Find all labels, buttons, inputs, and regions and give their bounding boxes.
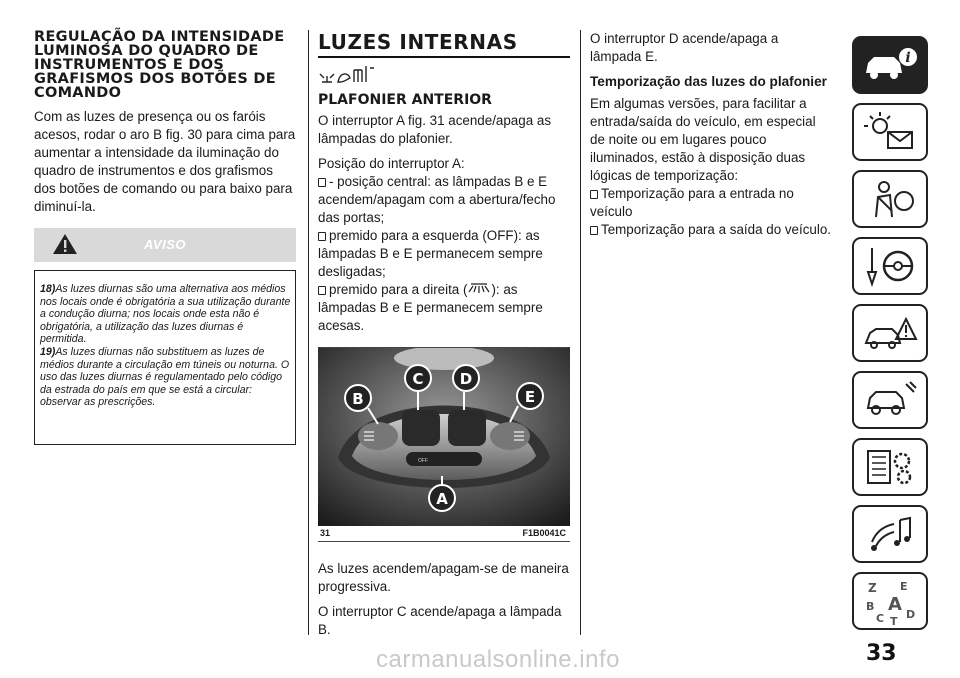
svg-text:T: T (890, 615, 898, 626)
sidebar-item-car-info[interactable] (852, 36, 928, 94)
figure-label-d: D (459, 370, 473, 388)
bullet-left: premido para a esquerda (OFF): as lâmpadas B e E permanecem sempre desligadas; (318, 228, 543, 279)
bullet-exit-timing: Temporização para a saída do veículo. (590, 221, 832, 239)
figure-label-e: E (524, 388, 536, 406)
sidebar-item-maintenance[interactable] (852, 371, 928, 429)
watermark: carmanualsonline.info (376, 646, 620, 673)
warning-title: AVISO (144, 237, 186, 252)
sidebar-item-index[interactable] (852, 572, 928, 630)
figure-code: F1B0041C (522, 528, 566, 538)
warning-note-19: 19)As luzes diurnas não substituem as luzes de médios durante a circulação em túneis ou noturna. O uso das luzes diurnas é regulamentado pelo código da estrada do país em que se está a circular: observar as prescrições. (40, 345, 290, 409)
sidebar-item-warning-lights[interactable] (852, 103, 928, 161)
car-service-icon (862, 378, 918, 422)
progressive-text: As luzes acendem/apagam-se de maneira progressiva. (318, 561, 569, 594)
switch-d-text: O interruptor D acende/apaga a lâmpada E. (590, 31, 779, 64)
timing-paragraph: Em algumas versões, para facilitar a entrada/saída do veículo, em especial de noite ou em lugares pouco iluminados, estão à disposição duas lógicas de temporização: (590, 96, 816, 183)
warning-box (34, 270, 296, 445)
figure-label-c: C (412, 370, 424, 388)
sidebar-item-multimedia[interactable] (852, 505, 928, 563)
bullet-entry-timing: Temporização para a entrada no veículo (590, 186, 794, 219)
bullet-icon (318, 178, 326, 187)
svg-text:A: A (888, 594, 902, 615)
sidebar-item-driving[interactable] (852, 237, 928, 295)
figure-number: 31 (320, 528, 331, 538)
road-warning-icon (862, 311, 918, 355)
plafonier-intro: O interruptor A fig. 31 acende/apaga as lâmpadas do plafonier. (318, 113, 552, 146)
left-column (34, 30, 296, 445)
svg-text:i: i (905, 50, 911, 66)
multimedia-icon (862, 512, 918, 556)
svg-text:C: C (876, 612, 885, 625)
bullet-icon (318, 286, 326, 295)
plafonier-photo (318, 348, 570, 526)
figure-caption (318, 528, 570, 542)
warning-header (34, 228, 296, 262)
car-info-icon (860, 45, 920, 85)
position-label: Posição do interruptor A: (318, 156, 465, 171)
svg-text:B: B (866, 600, 875, 613)
figure-31-plafonier (318, 347, 570, 526)
bullet-icon (590, 226, 598, 235)
column-divider (308, 30, 309, 635)
section-heading-interior-lights: LUZES INTERNAS (318, 30, 518, 54)
section-heading-intensity: REGULAÇÃO DA INTENSIDADE LUMINOSA DO QUADRO DE INSTRUMENTOS E DOS GRAFISMOS DOS BOTÕES DE COMANDO (34, 29, 285, 101)
alphabet-index-icon (860, 576, 920, 626)
column-divider (580, 30, 581, 635)
lamp-on-icon (467, 282, 491, 294)
chapter-sidebar (852, 36, 928, 639)
figure-label-a: A (436, 490, 448, 508)
bullet-icon (318, 232, 326, 241)
right-column (590, 30, 832, 246)
sidebar-item-safety[interactable] (852, 170, 928, 228)
svg-text:D: D (906, 608, 916, 621)
timing-heading: Temporização das luzes do plafonier (590, 74, 827, 89)
subheading-front-plafonier: PLAFONIER ANTERIOR (318, 92, 492, 108)
dome-light-icon (318, 64, 378, 86)
figure-label-b: B (352, 390, 364, 408)
seatbelt-airbag-icon (862, 177, 918, 221)
sidebar-item-specs[interactable] (852, 438, 928, 496)
bullet-icon (590, 190, 598, 199)
sidebar-item-emergency[interactable] (852, 304, 928, 362)
switch-off-text: OFF (418, 458, 428, 464)
intensity-paragraph: Com as luzes de presença ou os faróis acesos, rodar o aro B fig. 30 para cima para aumentar a intensidade da iluminação do quadro de instrumentos e dos grafismos dos botões de comando ou para baixo para diminuí-la. (34, 109, 296, 214)
bullet-right: premido para a direita ( ): as lâmpadas B e E permanecem sempre acesas. (318, 282, 543, 333)
spec-gears-icon (862, 445, 918, 489)
switch-c-text: O interruptor C acende/apaga a lâmpada B. (318, 604, 562, 637)
page-number: 33 (866, 641, 897, 666)
svg-text:E: E (900, 580, 908, 593)
interior-lamp-icon (318, 64, 570, 86)
heading-rule (318, 56, 570, 58)
svg-text:Z: Z (868, 581, 877, 595)
warning-lights-icon (862, 110, 918, 154)
steering-key-icon (862, 244, 918, 288)
middle-column (318, 30, 570, 646)
warning-note-18: 18)As luzes diurnas são uma alternativa aos médios nos locais onde é obrigatória a sua utilização durante a condução diurna; nos locais onde esta não é obrigatória, a utilização das luzes diurnas é permitida. (40, 283, 291, 346)
bullet-central: - posição central: as lâmpadas B e E acendem/apagam com a abertura/fecho das portas; (318, 174, 556, 225)
